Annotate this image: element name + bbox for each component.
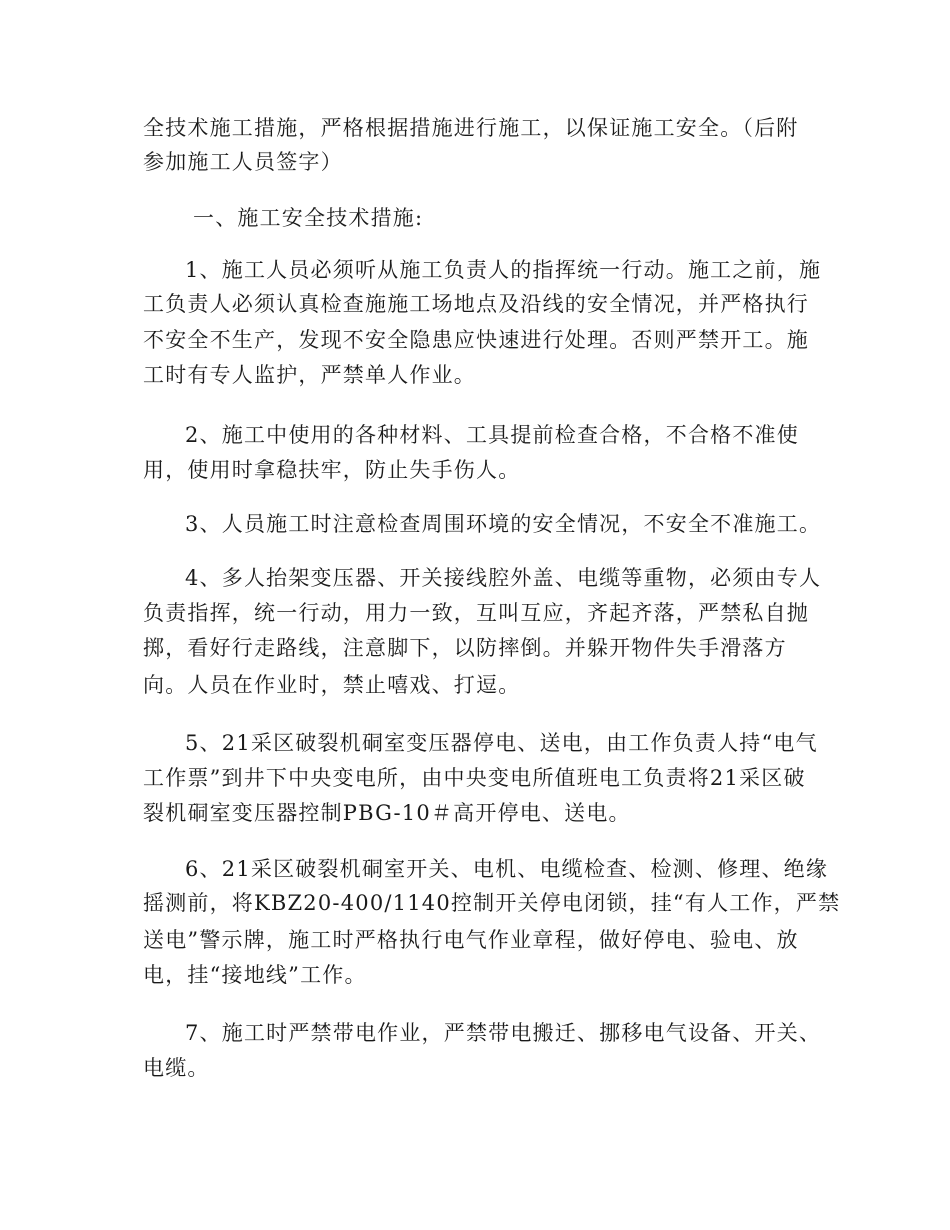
section-heading: 一、施工安全技术措施: [193, 206, 424, 230]
text-line: 掷，看好行走路线，注意脚下，以防摔倒。并躲开物件失手滑落方 [143, 636, 787, 660]
text-line: 5、21采区破裂机硐室变压器停电、送电，由工作负责人持“电气 [185, 731, 818, 755]
text-line: 送电”警示牌，施工时严格执行电气作业章程，做好停电、验电、放 [143, 928, 799, 952]
text-line: 负责指挥，统一行动，用力一致，互叫互应，齐起齐落，严禁私自抛 [143, 601, 809, 625]
text-line: 6、21采区破裂机硐室开关、电机、电缆检查、检测、修理、绝缘 [185, 857, 829, 881]
text-line: 参加施工人员签字） [143, 150, 343, 174]
text-line: 摇测前，将KBZ20-400/1140控制开关停电闭锁，挂“有人工作，严禁 [143, 891, 841, 915]
text-line: 工负责人必须认真检查施施工场地点及沿线的安全情况，并严格执行 [143, 292, 809, 316]
text-line: 裂机硐室变压器控制PBG-10＃高开停电、送电。 [143, 801, 631, 825]
text-line: 2、施工中使用的各种材料、工具提前检查合格，不合格不准使 [185, 423, 799, 447]
text-line: 用，使用时拿稳扶牢，防止失手伤人。 [143, 458, 521, 482]
text-line: 电缆。 [143, 1056, 210, 1080]
text-line: 工时有专人监护，严禁单人作业。 [143, 363, 476, 387]
text-line: 4、多人抬架变压器、开关接线腔外盖、电缆等重物，必须由专人 [185, 566, 822, 590]
text-line: 7、施工时严禁带电作业，严禁带电搬迁、挪移电气设备、开关、 [185, 1021, 822, 1045]
text-line: 1、施工人员必须听从施工负责人的指挥统一行动。施工之前，施 [185, 258, 822, 282]
text-line: 3、人员施工时注意检查周围环境的安全情况，不安全不准施工。 [185, 512, 822, 536]
text-line: 不安全不生产，发现不安全隐患应快速进行处理。否则严禁开工。施 [143, 328, 809, 352]
text-line: 工作票”到井下中央变电所，由中央变电所值班电工负责将21采区破 [143, 766, 806, 790]
text-line: 全技术施工措施，严格根据措施进行施工，以保证施工安全。（后附 [143, 116, 799, 140]
text-line: 向。人员在作业时，禁止嘻戏、打逗。 [143, 673, 521, 697]
text-line: 电，挂“接地线”工作。 [143, 963, 367, 987]
